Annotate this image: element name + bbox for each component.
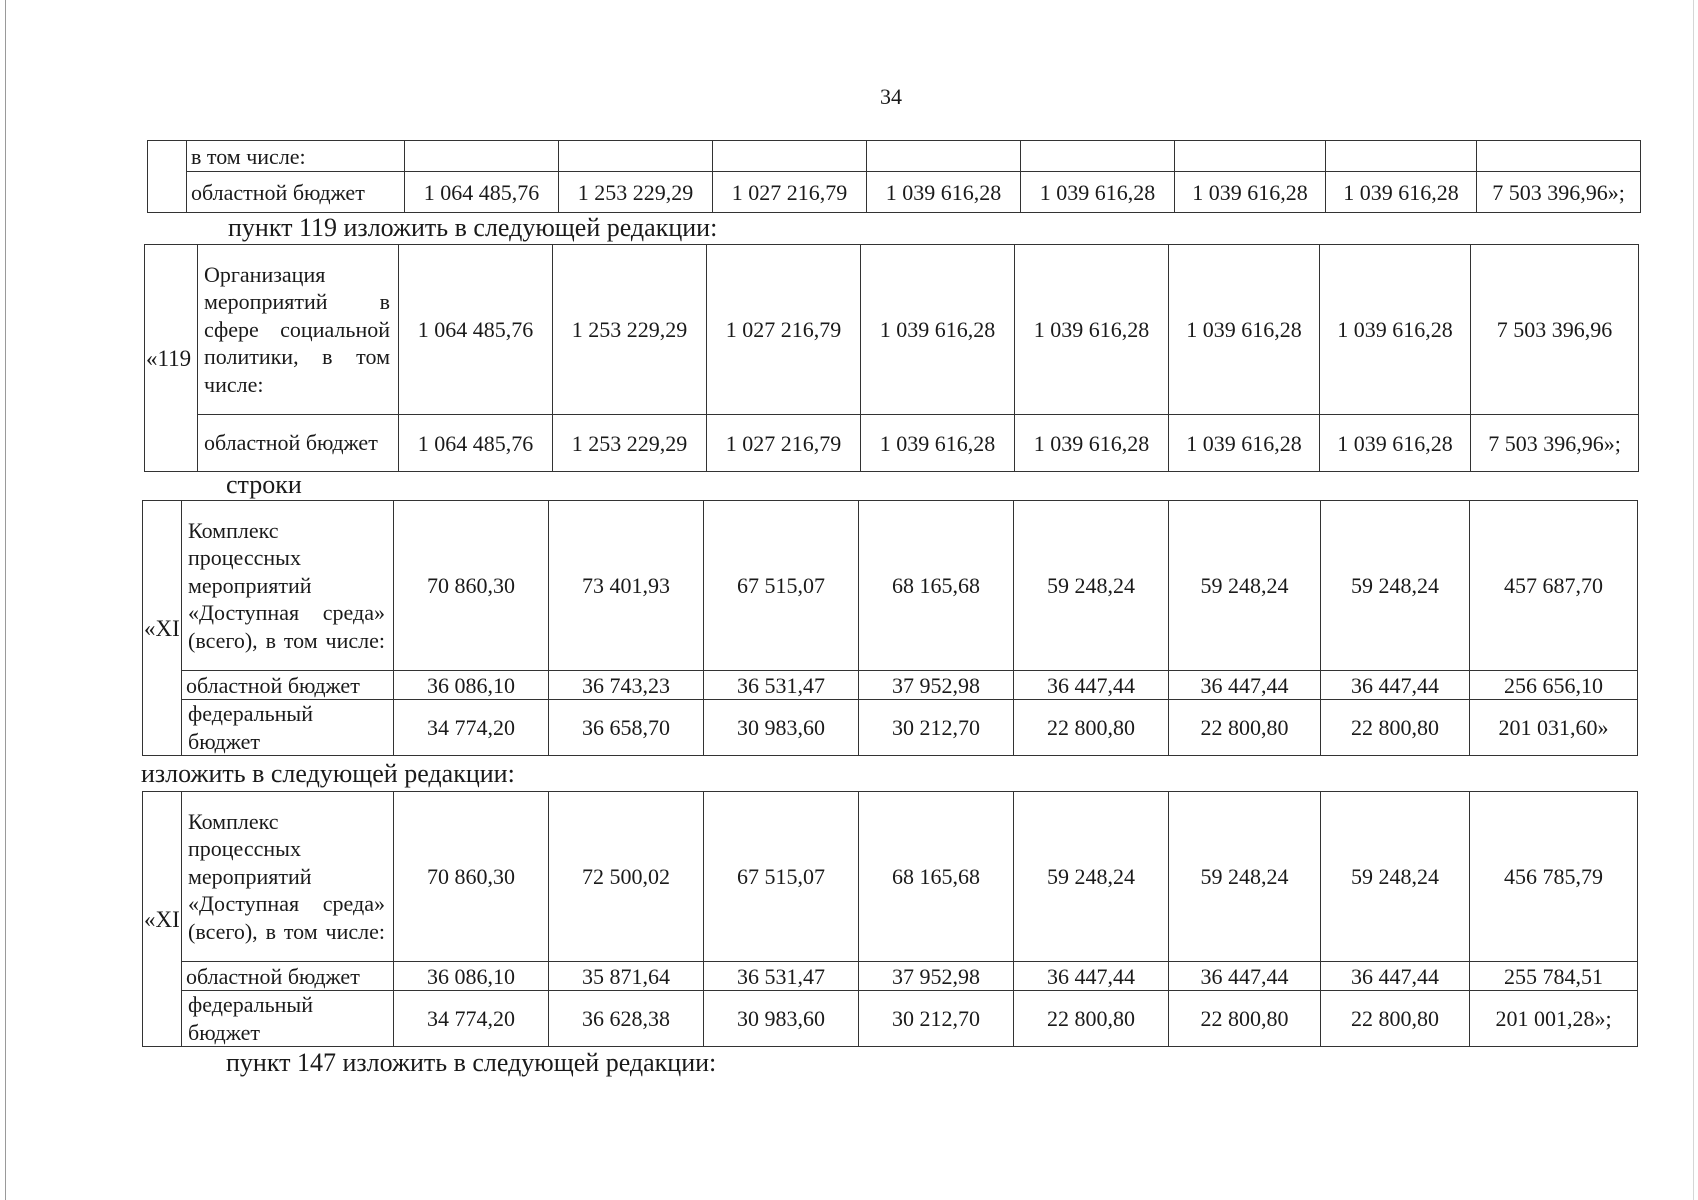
value-cell: 1 039 616,28 <box>1015 245 1169 415</box>
row-mark-cell <box>148 141 187 213</box>
value-cell: 457 687,70 <box>1470 501 1638 671</box>
value-cell: 36 531,47 <box>704 671 859 700</box>
value-cell: 34 774,20 <box>394 700 549 756</box>
table-point-119 <box>144 244 1639 472</box>
scan-edge-right <box>1693 0 1694 1200</box>
value-cell: 1 027 216,79 <box>713 172 867 213</box>
value-cell <box>1021 141 1175 172</box>
value-cell: 37 952,98 <box>859 962 1014 991</box>
value-cell: 22 800,80 <box>1014 991 1169 1047</box>
value-cell: 36 447,44 <box>1321 671 1470 700</box>
value-cell: 201 031,60» <box>1470 700 1638 756</box>
row-mark: «119 <box>145 245 198 472</box>
value-cell: 30 983,60 <box>704 700 859 756</box>
value-cell: 30 212,70 <box>859 991 1014 1047</box>
scan-edge-left <box>5 0 6 1200</box>
row-label: областной бюджет <box>198 415 399 472</box>
value-cell: 67 515,07 <box>704 792 859 962</box>
row-label: Комплекс процессных мероприятий «Доступная среда» (всего), в том числе: <box>182 501 394 671</box>
table-row <box>148 172 1641 213</box>
row-label: Организация мероприятий в сфере социальной политики, в том числе: <box>198 245 399 415</box>
table-row <box>148 141 1641 172</box>
value-cell: 456 785,79 <box>1470 792 1638 962</box>
value-cell <box>867 141 1021 172</box>
value-cell: 1 039 616,28 <box>1015 415 1169 472</box>
value-cell: 1 039 616,28 <box>1320 245 1471 415</box>
value-cell: 59 248,24 <box>1014 501 1169 671</box>
value-cell: 255 784,51 <box>1470 962 1638 991</box>
value-cell: 22 800,80 <box>1169 700 1321 756</box>
value-cell <box>559 141 713 172</box>
value-cell: 36 628,38 <box>549 991 704 1047</box>
value-cell: 34 774,20 <box>394 991 549 1047</box>
value-cell: 1 039 616,28 <box>861 415 1015 472</box>
table-row <box>143 700 1638 756</box>
value-cell <box>713 141 867 172</box>
value-cell: 59 248,24 <box>1169 792 1321 962</box>
row-label: областной бюджет <box>182 962 394 991</box>
value-cell: 7 503 396,96»; <box>1471 415 1639 472</box>
table-row <box>143 962 1638 991</box>
continuation-table <box>147 140 1641 213</box>
value-cell: 1 039 616,28 <box>1169 245 1320 415</box>
value-cell: 73 401,93 <box>549 501 704 671</box>
value-cell: 1 039 616,28 <box>867 172 1021 213</box>
caption-point-119: пункт 119 изложить в следующей редакции: <box>228 213 718 242</box>
value-cell: 201 001,28»; <box>1470 991 1638 1047</box>
value-cell: 1 064 485,76 <box>399 245 553 415</box>
value-cell <box>1175 141 1326 172</box>
value-cell: 1 253 229,29 <box>553 415 707 472</box>
value-cell: 35 871,64 <box>549 962 704 991</box>
value-cell: 1 064 485,76 <box>405 172 559 213</box>
value-cell: 72 500,02 <box>549 792 704 962</box>
table-row <box>145 245 1639 415</box>
value-cell: 59 248,24 <box>1321 792 1470 962</box>
row-label: в том числе: <box>187 141 405 172</box>
value-cell: 70 860,30 <box>394 792 549 962</box>
table-row <box>145 415 1639 472</box>
value-cell: 1 039 616,28 <box>1021 172 1175 213</box>
value-cell: 30 212,70 <box>859 700 1014 756</box>
row-label: федеральный бюджет <box>182 991 394 1047</box>
row-label: федеральный бюджет <box>182 700 394 756</box>
value-cell: 22 800,80 <box>1321 991 1470 1047</box>
value-cell: 36 086,10 <box>394 671 549 700</box>
value-cell: 7 503 396,96 <box>1471 245 1639 415</box>
value-cell: 22 800,80 <box>1321 700 1470 756</box>
value-cell: 1 039 616,28 <box>1320 415 1471 472</box>
table-row <box>143 671 1638 700</box>
value-cell: 36 447,44 <box>1169 962 1321 991</box>
value-cell: 59 248,24 <box>1014 792 1169 962</box>
value-cell: 68 165,68 <box>859 501 1014 671</box>
value-cell: 256 656,10 <box>1470 671 1638 700</box>
value-cell: 30 983,60 <box>704 991 859 1047</box>
row-label: Комплекс процессных мероприятий «Доступная среда» (всего), в том числе: <box>182 792 394 962</box>
value-cell: 36 658,70 <box>549 700 704 756</box>
value-cell: 36 447,44 <box>1321 962 1470 991</box>
table-xi-old <box>142 500 1638 756</box>
table-row <box>143 792 1638 962</box>
caption-point-147: пункт 147 изложить в следующей редакции: <box>226 1048 717 1077</box>
value-cell <box>405 141 559 172</box>
value-cell: 67 515,07 <box>704 501 859 671</box>
value-cell: 36 447,44 <box>1169 671 1321 700</box>
row-mark: «XI <box>143 792 182 1047</box>
value-cell: 36 743,23 <box>549 671 704 700</box>
value-cell: 36 531,47 <box>704 962 859 991</box>
value-cell: 37 952,98 <box>859 671 1014 700</box>
value-cell: 1 253 229,29 <box>553 245 707 415</box>
value-cell: 1 027 216,79 <box>707 245 861 415</box>
row-label: областной бюджет <box>182 671 394 700</box>
row-label: областной бюджет <box>187 172 405 213</box>
value-cell: 1 039 616,28 <box>1169 415 1320 472</box>
value-cell <box>1326 141 1477 172</box>
value-cell: 59 248,24 <box>1321 501 1470 671</box>
value-cell: 1 027 216,79 <box>707 415 861 472</box>
value-cell: 1 039 616,28 <box>1175 172 1326 213</box>
value-cell: 7 503 396,96»; <box>1477 172 1641 213</box>
caption-new-edition: изложить в следующей редакции: <box>141 759 515 788</box>
value-cell: 68 165,68 <box>859 792 1014 962</box>
value-cell: 1 039 616,28 <box>1326 172 1477 213</box>
value-cell: 36 086,10 <box>394 962 549 991</box>
value-cell: 22 800,80 <box>1169 991 1321 1047</box>
value-cell: 1 039 616,28 <box>861 245 1015 415</box>
page-number: 34 <box>880 84 902 109</box>
value-cell: 22 800,80 <box>1014 700 1169 756</box>
value-cell: 36 447,44 <box>1014 962 1169 991</box>
row-mark: «XI <box>143 501 182 756</box>
value-cell: 36 447,44 <box>1014 671 1169 700</box>
table-xi-new <box>142 791 1638 1047</box>
value-cell: 59 248,24 <box>1169 501 1321 671</box>
table-row <box>143 501 1638 671</box>
value-cell: 1 253 229,29 <box>559 172 713 213</box>
table-row <box>143 991 1638 1047</box>
value-cell: 70 860,30 <box>394 501 549 671</box>
caption-rows: строки <box>226 470 302 499</box>
value-cell: 1 064 485,76 <box>399 415 553 472</box>
value-cell <box>1477 141 1641 172</box>
